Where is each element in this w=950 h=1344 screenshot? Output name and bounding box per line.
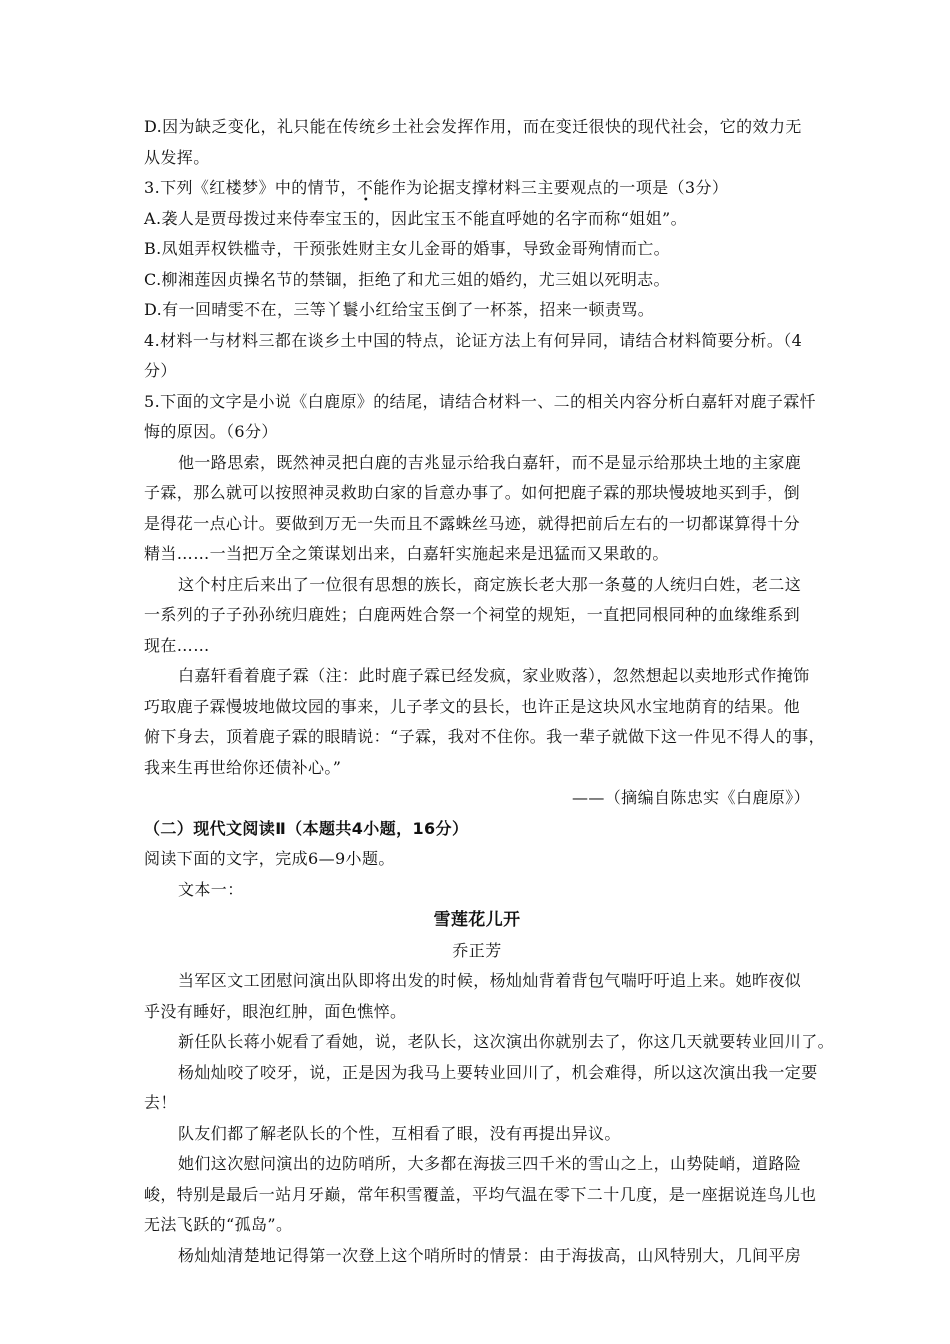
q4-line2: 分） (144, 361, 177, 380)
q3-option-c: C.柳湘莲因贞操名节的禁锢，拒绝了和尤三姐的婚约，尤三姐以死明志。 (144, 269, 670, 289)
q5-excerpt-p1-l4: 精当……一当把万全之策谋划出来，白嘉轩实施起来是迅猛而又果敢的。 (144, 544, 669, 563)
q5-excerpt-p2-l1: 这个村庄后来出了一位很有思想的族长，商定族长老大那一条蔓的人统归白姓，老二这 (178, 574, 802, 594)
q3-option-b: B.凤姐弄权铁槛寺，干预张姓财主女儿金哥的婚事，导致金哥殉情而亡。 (144, 239, 671, 258)
story-p5-l1: 她们这次慰问演出的边防哨所，大多都在海拔三四千米的雪山之上，山势陡峭，道路险 (178, 1154, 802, 1173)
story-p6: 杨灿灿清楚地记得第一次登上这个哨所时的情景：由于海拔高，山风特别大，几间平房 (178, 1245, 802, 1265)
story-p1-l2: 乎没有睡好，眼泡红肿，面色憔悴。 (144, 1001, 407, 1021)
story-author: 乔正芳 (452, 940, 502, 960)
story-p2: 新任队长蒋小妮看了看她，说，老队长，这次演出你就别去了，你这几天就要转业回川了。 (178, 1032, 835, 1051)
q5-excerpt-p3-l1: 白嘉轩看着鹿子霖（注：此时鹿子霖已经发疯，家业败落），忽然想起以卖地形式作掩饰 (178, 666, 810, 685)
q3-emph-char-2: 能 (373, 178, 390, 197)
section2-instruction: 阅读下面的文字，完成6—9小题。 (144, 849, 395, 868)
q3-stem-prefix: 3.下列《红楼梦》中的情节， (144, 178, 357, 197)
story-p4: 队友们都了解老队长的个性，互相看了眼，没有再提出异议。 (178, 1123, 621, 1143)
q5-excerpt-p3-l4: 我来生再世给你还债补心。” (144, 757, 342, 777)
story-title: 雪莲花儿开 (433, 910, 521, 930)
story-p1-l1: 当军区文工团慰问演出队即将出发的时候，杨灿灿背着背包气喘吁吁追上来。她昨夜似 (178, 971, 802, 990)
story-p3-l2: 去！ (144, 1093, 177, 1112)
q5-excerpt-p1-l3: 是得花一点心计。要做到万无一失而且不露蛛丝马迹，就得把前后左右的一切都谋算得十分 (144, 513, 801, 533)
q3-stem-emphasis (356, 178, 374, 206)
q5-excerpt-p2-l3: 现在…… (144, 635, 210, 655)
q5-line1: 5.下面的文字是小说《白鹿原》的结尾，请结合材料一、二的相关内容分析白嘉轩对鹿子霖忏 (144, 391, 817, 411)
section2-heading: （二）现代文阅读Ⅱ（本题共4小题，16分） (144, 818, 469, 838)
q3-option-a: A.袭人是贾母拨过来侍奉宝玉的，因此宝玉不能直呼她的名字而称“姐姐”。 (144, 208, 688, 228)
q5-excerpt-p3-l3: 俯下身去，顶着鹿子霖的眼睛说：“子霖，我对不住你。我一辈子就做下这一件见不得人的事， (144, 727, 825, 746)
q5-line2: 悔的原因。（6分） (144, 422, 278, 441)
q3-emph-char-1: 不 (356, 178, 374, 197)
story-p5-l2: 峻，特别是最后一站月牙巅，常年积雪覆盖，平均气温在零下二十几度，是一座据说连鸟儿也 (144, 1184, 817, 1204)
q2-option-d-line2: 从发挥。 (144, 147, 210, 167)
emphasis-dot-icon: • (362, 195, 370, 206)
q3-stem-suffix: 作为论据支撑材料三主要观点的一项是（3分） (389, 178, 729, 197)
story-p5-l3: 无法飞跃的“孤岛”。 (144, 1215, 293, 1234)
q3-option-d: D.有一回晴雯不在，三等丫鬟小红给宝玉倒了一杯茶，招来一顿责骂。 (144, 300, 655, 319)
story-p3-l1: 杨灿灿咬了咬牙，说，正是因为我马上要转业回川了，机会难得，所以这次演出我一定要 (178, 1062, 818, 1082)
q5-excerpt-p3-l2: 巧取鹿子霖慢坡地做坟园的事来，儿子孝文的县长，也许正是这块风水宝地荫育的结果。他 (144, 696, 801, 716)
q5-excerpt-p1-l1: 他一路思索，既然神灵把白鹿的吉兆显示给我白嘉轩，而不是显示给那块土地的主家鹿 (178, 452, 802, 472)
q5-source: ——（摘编自陈忠实《白鹿原》） (571, 788, 810, 807)
text-one-label: 文本一： (178, 879, 244, 899)
q4-line1: 4.材料一与材料三都在谈乡土中国的特点，论证方法上有何异同，请结合材料简要分析。（4 (144, 330, 803, 350)
q3-stem (144, 173, 810, 204)
q5-excerpt-p1-l2: 子霖，那么就可以按照神灵救助白家的旨意办事了。如何把鹿子霖的那块慢坡地买到手，倒 (144, 483, 801, 502)
q5-excerpt-p2-l2: 一系列的子子孙孙统归鹿姓；白鹿两姓合祭一个祠堂的规矩，一直把同根同种的血缘维系到 (144, 605, 801, 624)
document-page (144, 112, 835, 1271)
q2-option-d-line1: D.因为缺乏变化，礼只能在传统乡土社会发挥作用，而在变迁很快的现代社会，它的效力无 (144, 117, 802, 136)
